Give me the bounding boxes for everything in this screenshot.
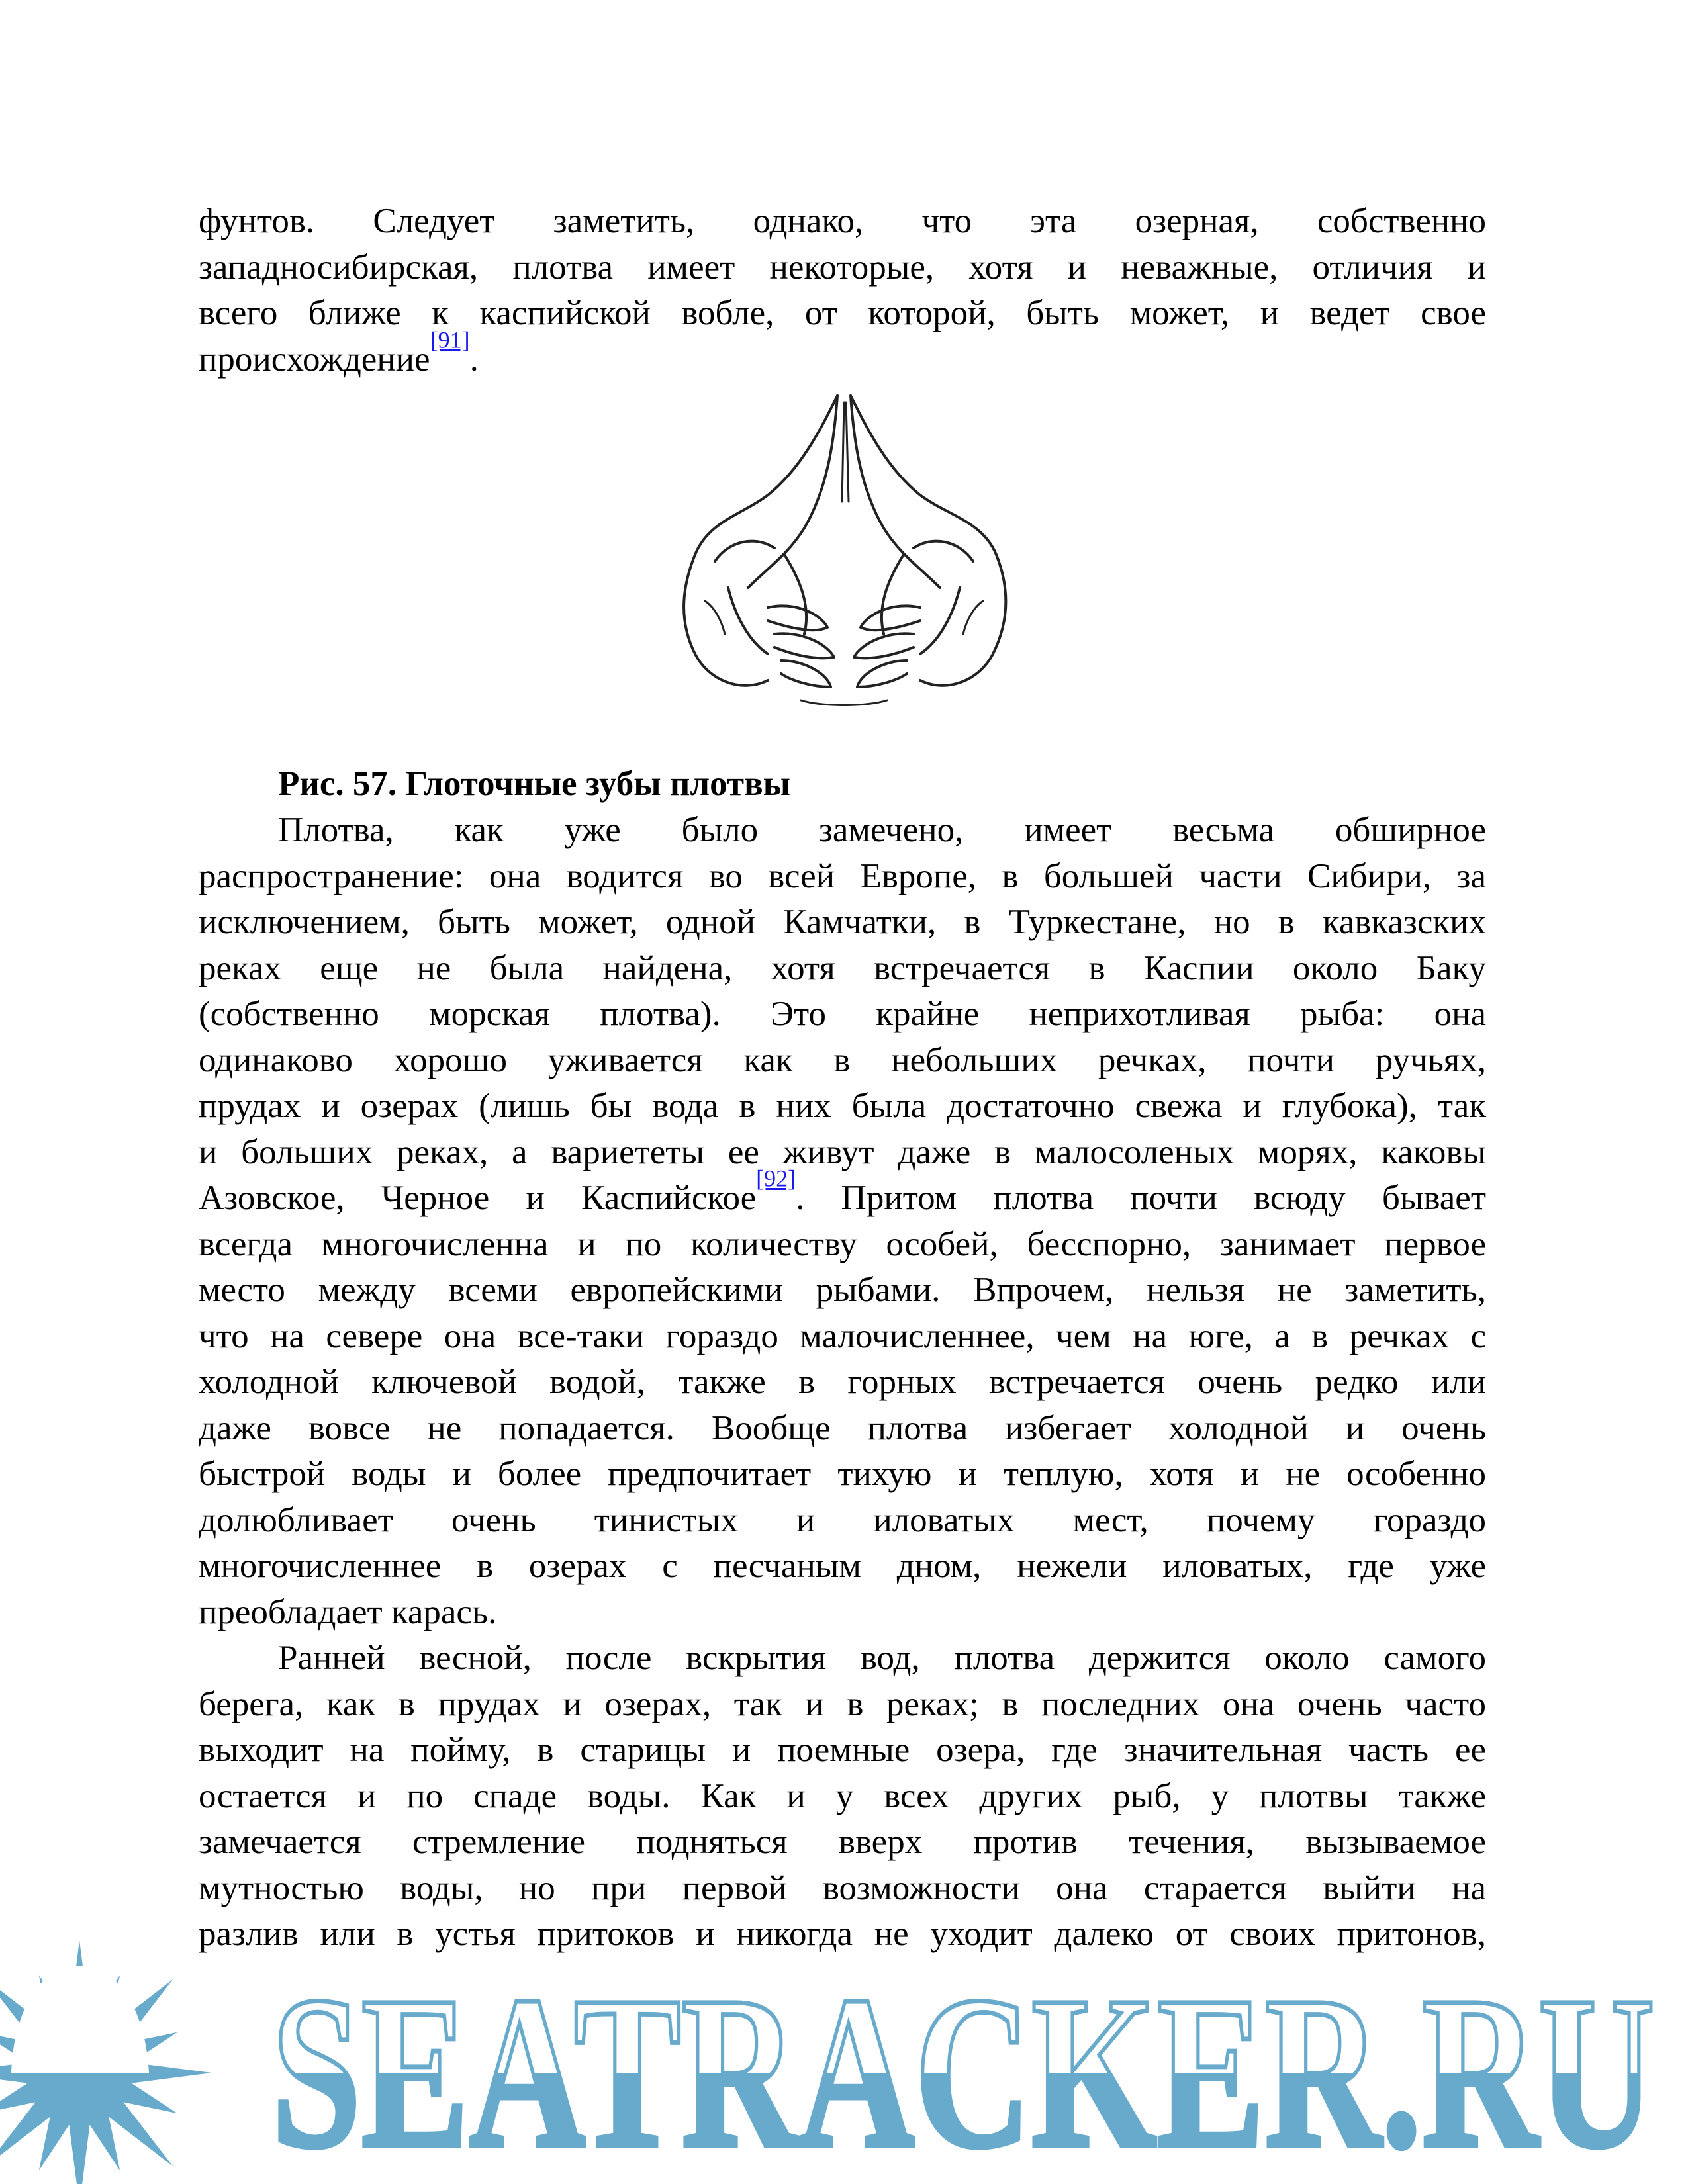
line-text: распространение: она водится во всей Европе, в большей части Сибири, за [199, 856, 1486, 895]
text-line [199, 291, 1486, 337]
text-line [199, 1222, 1486, 1268]
line-text: разлив или в устья притоков и никогда не уходит далеко от своих притонов, [199, 1915, 1486, 1953]
line-text: происхождение [199, 340, 430, 379]
line-text: всего ближе к каспийской вобле, от которой, быть может, и ведет свое [199, 294, 1486, 332]
text-line [199, 1635, 1486, 1682]
text-line [199, 1038, 1486, 1084]
text-line [199, 1165, 1486, 1222]
line-text: многочисленнее в озерах с песчаным дном, нежели иловатых, где уже [199, 1547, 1486, 1585]
watermark-text: SEATRACKER.RU [271, 1952, 1655, 2184]
line-text: долюбливает очень тинистых и иловатых мест, почему гораздо [199, 1500, 1486, 1539]
text-line [199, 1819, 1486, 1866]
footnote-link[interactable]: [91] [430, 326, 470, 353]
paragraph-3 [199, 1635, 1486, 1958]
text-line [199, 854, 1486, 900]
text-line [199, 1359, 1486, 1406]
line-text: одинаково хорошо уживается как в небольших речках, почти ручьях, [199, 1040, 1486, 1079]
text-line [199, 807, 1486, 854]
line-text: мутностью воды, но при первой возможности она старается выйти на [199, 1868, 1486, 1907]
line-text: . Притом плотва почти всюду бывает [796, 1179, 1486, 1217]
line-text: . [469, 340, 479, 379]
text-line [199, 1083, 1486, 1130]
line-text: место между всеми европейскими рыбами. Впрочем, нельзя не заметить, [199, 1271, 1486, 1309]
text-line [199, 1774, 1486, 1820]
line-text: даже вовсе не попадается. Вообще плотва избегает холодной и очень [199, 1408, 1486, 1447]
line-text: быстрой воды и более предпочитает тихую и теплую, хотя и не особенно [199, 1455, 1486, 1493]
seatracker-watermark [0, 1933, 1688, 2184]
line-text: Ранней весной, после вскрытия вод, плотва держится около самого [278, 1639, 1486, 1677]
text-line [199, 1451, 1486, 1498]
text-line [199, 1866, 1486, 1912]
line-text: преобладает карась. [199, 1592, 497, 1631]
line-text: и больших реках, а вариететы ее живут даже в малосоленых морях, каковы [199, 1132, 1486, 1171]
line-text: замечается стремление подняться вверх против течения, вызываемое [199, 1823, 1486, 1861]
text-line [199, 1498, 1486, 1544]
line-text: Азовское, Черное и Каспийское [199, 1179, 757, 1217]
text-line [199, 1406, 1486, 1452]
text-line [199, 1727, 1486, 1774]
line-text: западносибирская, плотва имеет некоторые, хотя и неважные, отличия и [199, 248, 1486, 287]
line-text: остается и по спаде воды. Как и у всех других рыб, у плотвы также [199, 1776, 1486, 1815]
text-line [199, 991, 1486, 1038]
footnote-link[interactable]: [92] [756, 1165, 796, 1192]
text-line [199, 1543, 1486, 1590]
line-text: что на севере она все-таки гораздо малочисленнее, чем на юге, а в речках с [199, 1316, 1486, 1355]
text-line [199, 1682, 1486, 1728]
text-line [199, 1267, 1486, 1314]
line-text: берега, как в прудах и озерах, так и в реках; в последних она очень часто [199, 1684, 1486, 1723]
figure-caption: Рис. 57. Глоточные зубы плотвы [278, 764, 790, 803]
text-line [199, 1314, 1486, 1360]
text-line [199, 245, 1486, 291]
paragraph-1 [199, 199, 1486, 383]
line-text: исключением, быть может, одной Камчатки, в Туркестане, но в кавказских [199, 903, 1486, 941]
text-line [199, 1130, 1486, 1176]
text-line [199, 326, 1486, 383]
line-text: реках еще не была найдена, хотя встречается в Каспии около Баку [199, 948, 1486, 987]
line-text: прудах и озерах (лишь бы вода в них была достаточно свежа и глубока), так [199, 1087, 1486, 1125]
line-text: всегда многочисленна и по количеству особей, бесспорно, занимает первое [199, 1224, 1486, 1263]
pharyngeal-teeth-illustration [669, 389, 1026, 717]
text-line [199, 899, 1486, 946]
text-line [199, 1590, 1486, 1636]
text-line [199, 946, 1486, 992]
line-text: выходит на пойму, в старицы и поемные озера, где значительная часть ее [199, 1731, 1486, 1769]
line-text: (собственно морская плотва). Это крайне неприхотливая рыба: она [199, 995, 1486, 1033]
line-text: холодной ключевой водой, также в горных встречается очень редко или [199, 1363, 1486, 1401]
paragraph-2 [199, 807, 1486, 1635]
line-text: Плотва, как уже было замечено, имеет весьма обширное [278, 811, 1486, 849]
text-line [199, 199, 1486, 245]
sun-logo-icon [0, 1940, 212, 2184]
line-text: фунтов. Следует заметить, однако, что эта озерная, собственно [199, 202, 1486, 240]
